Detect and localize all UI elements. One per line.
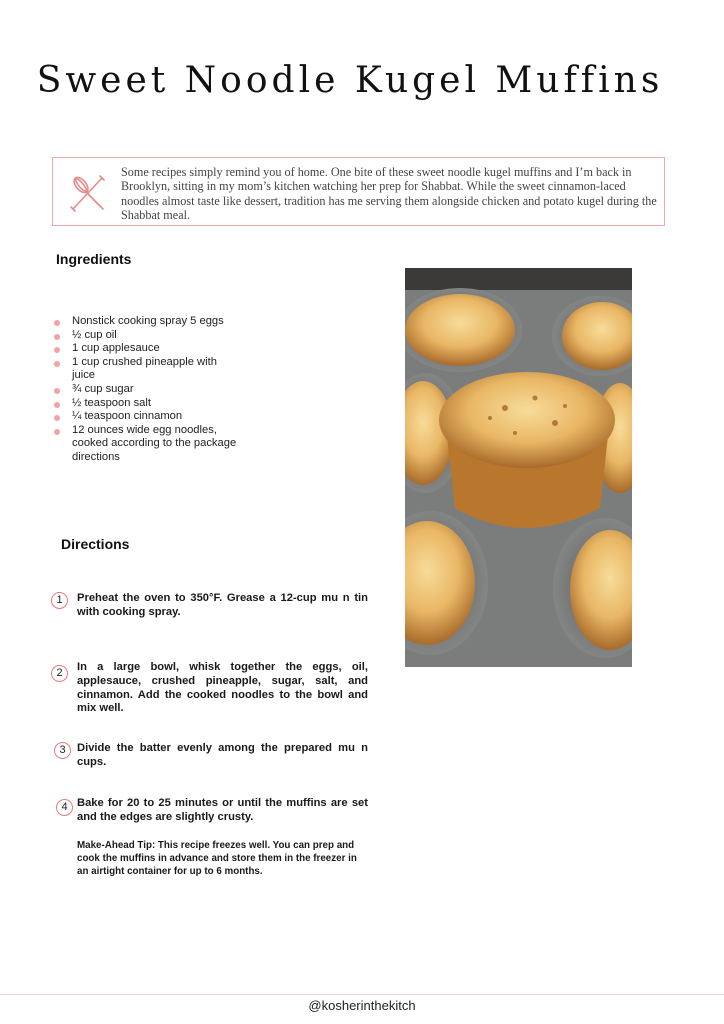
bullet-dot <box>54 334 60 340</box>
ingredient-text: 1 cup crushed pineapple with juice <box>72 355 217 382</box>
list-item <box>54 356 242 383</box>
ingredient-text: 1 cup applesauce <box>72 342 160 355</box>
step-number: 4 <box>56 799 73 816</box>
bullet-dot <box>54 388 60 394</box>
ingredient-text: ¼ teaspoon cinnamon <box>72 410 183 423</box>
step-number: 2 <box>51 665 68 682</box>
footer-divider <box>0 994 724 995</box>
directions-heading: Directions <box>61 536 130 552</box>
step-text: Bake for 20 to 25 minutes or until the muffins are set and the edges are slightly crusty. <box>77 797 368 823</box>
ingredient-text: ¾ cup sugar <box>72 382 134 395</box>
ingredient-text: Nonstick cooking spray 5 eggs <box>72 315 224 327</box>
list-item <box>54 342 254 356</box>
direction-step <box>48 592 368 620</box>
direction-step <box>48 742 368 770</box>
step-number: 1 <box>51 592 68 609</box>
kugel-muffins-photo <box>405 268 632 667</box>
ingredient-text: ½ teaspoon salt <box>72 396 151 409</box>
step-text: In a large bowl, whisk together the eggs, oil, applesauce, crushed pineapple, sugar, salt, and cinnamon. Add the cooked noodles to the bowl and mix well. <box>77 661 368 715</box>
intro-box <box>52 157 665 226</box>
step-text: Preheat the oven to 350°F. Grease a 12-cup mu n tin with cooking spray. <box>77 592 368 618</box>
list-item <box>54 397 254 411</box>
ingredients-heading: Ingredients <box>56 251 132 267</box>
bullet-dot <box>54 402 60 408</box>
bullet-dot <box>54 347 60 353</box>
list-item <box>54 329 254 343</box>
whisk-and-rolling-pin-icon <box>69 172 107 212</box>
list-item <box>54 410 254 424</box>
list-item <box>54 424 242 465</box>
ingredient-text: ½ cup oil <box>72 328 117 341</box>
bullet-dot <box>54 429 60 435</box>
direction-step <box>48 797 368 825</box>
bullet-dot <box>54 415 60 421</box>
list-item <box>54 315 254 329</box>
intro-text: Some recipes simply remind you of home. One bite of these sweet noodle kugel muffins and I’m back in Brooklyn, sitting in my mom’s kitchen watching her prep for Shabbat. While the sweet cinnamon-laced noodles almost taste like dessert, tradition has me serving them alongside chicken and potato kugel during the Shabbat meal. <box>121 165 657 222</box>
ingredients-list <box>54 315 254 465</box>
footer-handle: @kosherinthekitch <box>308 998 416 1013</box>
muffins-image <box>405 268 632 667</box>
bullet-dot <box>54 361 60 367</box>
ingredient-text: 12 ounces wide egg noodles, cooked according to the package directions <box>72 423 237 463</box>
bullet-dot <box>54 320 60 326</box>
page-title: Sweet Noodle Kugel Muffins <box>36 60 664 101</box>
step-number: 3 <box>54 742 71 759</box>
list-item <box>54 383 254 397</box>
direction-step <box>48 661 368 716</box>
step-text: Divide the batter evenly among the prepared mu n cups. <box>77 742 368 768</box>
make-ahead-tip: Make-Ahead Tip: This recipe freezes well. You can prep and cook the muffins in advance and store them in the freezer in an airtight container for up to 6 months. <box>77 840 357 877</box>
